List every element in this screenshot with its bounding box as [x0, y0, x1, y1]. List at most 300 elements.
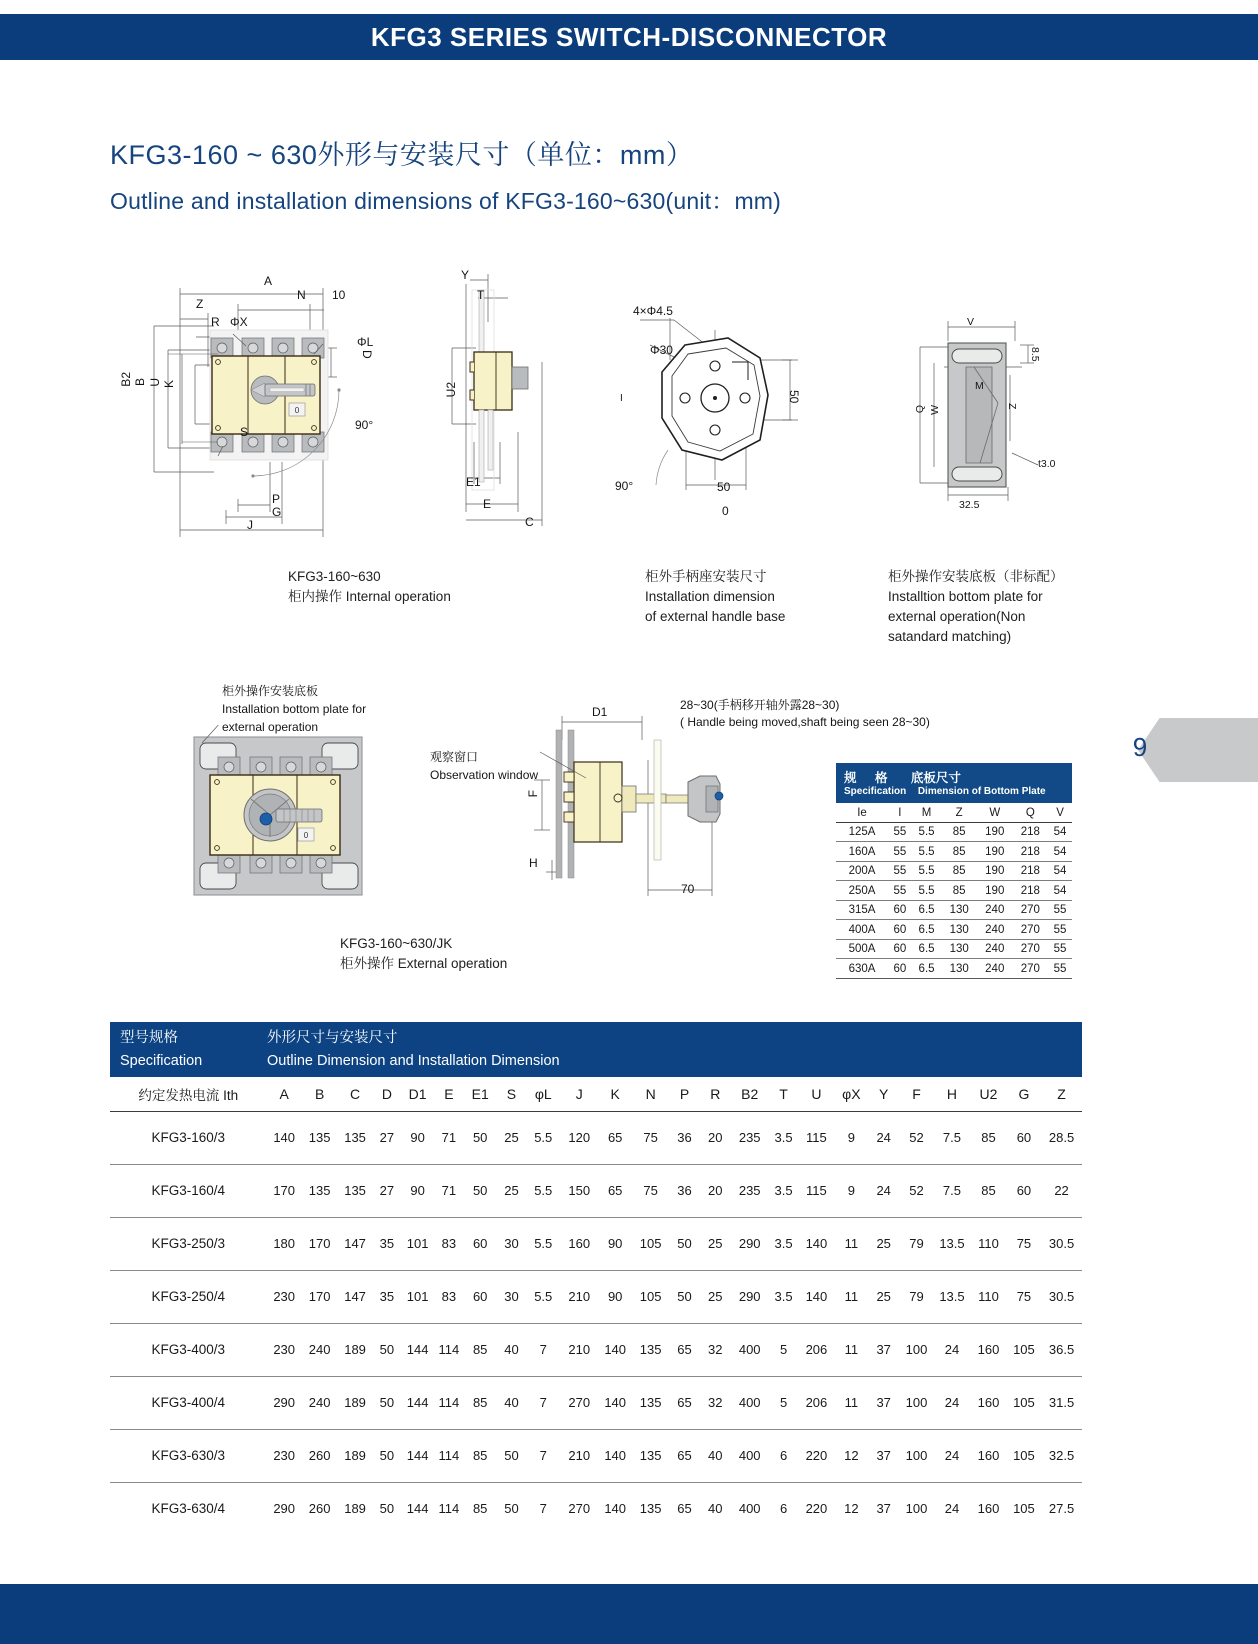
bp-cell: 6.5 — [912, 959, 942, 979]
bp-cell-ie: 125A — [836, 822, 888, 842]
bp-cell: 270 — [1013, 939, 1049, 959]
mt-cell: 65 — [669, 1429, 700, 1482]
banner-spec-cn: 型号规格 — [120, 1030, 178, 1046]
bp-cell: 190 — [977, 881, 1013, 901]
mt-col-C: C — [337, 1077, 372, 1111]
fig4-label-W: W — [929, 405, 941, 415]
fig1-label-phiX: ΦX — [230, 315, 248, 329]
mt-cell: 60 — [1007, 1111, 1041, 1164]
mt-cell: 75 — [1007, 1217, 1041, 1270]
table-row — [110, 1164, 1082, 1217]
mt-cell: 160 — [970, 1376, 1007, 1429]
bp-cell: 55 — [888, 822, 912, 842]
mt-cell: 11 — [835, 1217, 868, 1270]
mt-cell: 7 — [526, 1376, 560, 1429]
mt-col-Y: Y — [868, 1077, 899, 1111]
svg-text:0: 0 — [294, 406, 300, 415]
fig6-note-top-en: ( Handle being moved,shaft being seen 28~30) — [680, 715, 930, 729]
fig3-label-90deg: 90° — [615, 479, 634, 493]
mt-cell: 37 — [876, 1501, 891, 1517]
mt-cell: 75 — [1007, 1270, 1041, 1323]
fig1-label-G: G — [272, 505, 282, 519]
mt-cell: 32 — [700, 1323, 730, 1376]
mt-cell: 90 — [598, 1217, 632, 1270]
fig6-note-en: Observation window — [430, 768, 539, 782]
fig5-note-en2: external operation — [222, 720, 319, 734]
bp-cell: 270 — [1013, 959, 1049, 979]
mt-cell: 36.5 — [1041, 1323, 1082, 1376]
bp-cell: 218 — [1013, 861, 1049, 881]
bp-cell: 6.5 — [912, 920, 942, 940]
mt-cell: 25 — [700, 1217, 730, 1270]
table-row — [110, 1217, 1082, 1270]
mt-cell: 135 — [337, 1111, 372, 1164]
mt-cell: 270 — [560, 1376, 598, 1429]
fig5-note-en1: Installation bottom plate for — [222, 702, 367, 716]
mt-cell: 105 — [632, 1270, 669, 1323]
fig2-label-U2: U2 — [444, 382, 458, 398]
mt-cell: 260 — [308, 1501, 331, 1517]
fig1-label-J: J — [247, 518, 253, 532]
mt-cell: 24 — [868, 1164, 899, 1217]
mt-cell: 6 — [769, 1429, 798, 1482]
bp-cell-ie: 630A — [836, 959, 888, 979]
mt-cell: 52 — [899, 1164, 933, 1217]
bp-cell: 60 — [888, 900, 912, 920]
mt-cell: 115 — [798, 1164, 835, 1217]
bp-cell: 218 — [1013, 842, 1049, 862]
bottom-plate-table-header — [836, 763, 1072, 803]
mt-cell: 9 — [835, 1164, 868, 1217]
mt-cell: 114 — [434, 1429, 463, 1482]
mt-cell: 20 — [700, 1164, 730, 1217]
fig4-caption-en3: satandard matching) — [888, 629, 1012, 644]
mt-cell: 90 — [401, 1164, 434, 1217]
fig3-label-50-bottom: 50 — [717, 480, 731, 494]
mt-cell: 85 — [464, 1376, 497, 1429]
mt-col-E: E — [434, 1077, 463, 1111]
mt-cell-spec: KFG3-160/3 — [110, 1111, 266, 1164]
mt-col-U2: U2 — [970, 1077, 1007, 1111]
bp-head-spec-cn: 规 格 — [844, 771, 891, 785]
mt-cell: 11 — [835, 1270, 868, 1323]
bp-cell: 240 — [977, 900, 1013, 920]
page-number: 9 — [1132, 732, 1148, 762]
mt-cell: 50 — [497, 1429, 526, 1482]
fig2-label-Y: Y — [461, 268, 470, 282]
mt-cell: 270 — [568, 1501, 591, 1517]
mt-cell: 100 — [899, 1376, 933, 1429]
figure-internal-operation-caption — [288, 567, 451, 607]
fig4-label-M: M — [975, 380, 984, 392]
bp-cell: 130 — [941, 959, 977, 979]
mt-cell: 6 — [779, 1501, 788, 1517]
bp-cell: 85 — [941, 881, 977, 901]
fig1-caption-mode: 柜内操作 Internal operation — [288, 589, 451, 604]
mt-cell: 50 — [669, 1270, 700, 1323]
mt-cell: 140 — [604, 1501, 627, 1517]
mt-cell: 170 — [302, 1217, 337, 1270]
mt-cell: 22 — [1041, 1164, 1082, 1217]
mt-cell: 230 — [266, 1323, 301, 1376]
page-header-band — [0, 14, 1258, 60]
mt-cell: 83 — [434, 1217, 463, 1270]
mt-col-D: D — [373, 1077, 401, 1111]
mt-cell: 150 — [560, 1164, 598, 1217]
main-dimension-table-container — [110, 1022, 1082, 1535]
fig6-label-70: 70 — [681, 882, 695, 896]
fig4-caption-cn: 柜外操作安装底板（非标配） — [888, 569, 1064, 584]
mt-cell: 12 — [844, 1501, 859, 1517]
mt-cell: 160 — [560, 1217, 598, 1270]
table-row — [836, 842, 1072, 862]
bp-cell: 6.5 — [912, 900, 942, 920]
mt-cell: 290 — [266, 1376, 301, 1429]
bp-cell: 55 — [1048, 959, 1072, 979]
mt-cell: 85 — [970, 1111, 1007, 1164]
bp-cell: 54 — [1048, 842, 1072, 862]
fig3-caption-en1: Installation dimension — [645, 589, 775, 604]
mt-cell: 180 — [266, 1217, 301, 1270]
fig4-label-t3.0: t3.0 — [1038, 458, 1056, 470]
bp-col-I: I — [888, 803, 912, 822]
mt-col-F: F — [899, 1077, 933, 1111]
bp-cell-ie: 250A — [836, 881, 888, 901]
mt-cell: 50 — [379, 1501, 395, 1517]
table-row — [836, 959, 1072, 979]
bp-cell-ie: 160A — [836, 842, 888, 862]
mt-cell: 189 — [337, 1376, 372, 1429]
table-row — [110, 1270, 1082, 1323]
mt-cell: 220 — [798, 1429, 835, 1482]
mt-cell: 71 — [434, 1164, 463, 1217]
fig1-label-B: B — [133, 378, 147, 387]
page-footer-band — [0, 1584, 1258, 1644]
mt-cell: 3.5 — [769, 1217, 798, 1270]
page-title-chinese: KFG3-160 ~ 630外形与安装尺寸（单位：mm） — [110, 140, 694, 170]
mt-cell: 206 — [798, 1376, 835, 1429]
fig3-label-phi30: Φ30 — [650, 343, 673, 357]
mt-cell: 120 — [560, 1111, 598, 1164]
svg-text:0: 0 — [303, 831, 309, 840]
mt-cell: 20 — [700, 1111, 730, 1164]
mt-cell-spec: KFG3-630/4 — [151, 1501, 225, 1517]
mt-cell: 25 — [868, 1270, 899, 1323]
bp-col-Z: Z — [941, 803, 977, 822]
mt-cell: 7.5 — [934, 1164, 971, 1217]
mt-cell: 147 — [337, 1270, 372, 1323]
mt-col-S: S — [497, 1077, 526, 1111]
mt-col-T: T — [769, 1077, 798, 1111]
mt-cell: 144 — [406, 1501, 429, 1517]
mt-cell: 25 — [497, 1111, 526, 1164]
bp-cell: 54 — [1048, 881, 1072, 901]
bp-col-Ie: Ie — [836, 803, 888, 822]
bp-cell: 55 — [1048, 939, 1072, 959]
mt-cell-spec: KFG3-160/4 — [110, 1164, 266, 1217]
mt-cell: 100 — [899, 1429, 933, 1482]
mt-cell: 105 — [1007, 1323, 1041, 1376]
mt-cell: 5 — [769, 1376, 798, 1429]
banner-spec-en: Specification — [120, 1053, 203, 1069]
mt-cell: 189 — [344, 1501, 366, 1517]
bp-cell: 6.5 — [912, 939, 942, 959]
fig4-label-Z: Z — [1006, 403, 1018, 410]
fig2-label-E1: E1 — [466, 475, 481, 489]
bp-cell: 190 — [977, 842, 1013, 862]
mt-col-phiL: φL — [526, 1077, 560, 1111]
mt-col-R: R — [700, 1077, 730, 1111]
mt-cell: 144 — [401, 1429, 434, 1482]
mt-col-D1: D1 — [401, 1077, 434, 1111]
mt-cell: 170 — [266, 1164, 301, 1217]
bp-cell: 55 — [1048, 900, 1072, 920]
bp-cell: 5.5 — [912, 861, 942, 881]
mt-cell: 210 — [560, 1429, 598, 1482]
bottom-plate-table-body — [836, 822, 1072, 978]
fig4-caption-en1: Installtion bottom plate for — [888, 589, 1043, 604]
mt-cell: 50 — [464, 1111, 497, 1164]
mt-cell: 140 — [598, 1376, 632, 1429]
mt-cell: 50 — [669, 1217, 700, 1270]
mt-cell-spec: KFG3-250/3 — [110, 1217, 266, 1270]
svg-text:I: I — [620, 393, 623, 404]
mt-col-P: P — [669, 1077, 700, 1111]
mt-cell: 230 — [266, 1429, 301, 1482]
fig4-label-Q: Q — [914, 405, 926, 414]
mt-cell-spec: KFG3-630/3 — [110, 1429, 266, 1482]
bp-cell-ie: 315A — [836, 900, 888, 920]
mt-cell: 60 — [464, 1270, 497, 1323]
bp-cell: 60 — [888, 939, 912, 959]
mt-cell: 24 — [934, 1376, 971, 1429]
mt-cell: 135 — [302, 1111, 337, 1164]
mt-cell: 105 — [1013, 1501, 1035, 1517]
fig1-label-R: R — [211, 315, 220, 329]
mt-cell: 170 — [302, 1270, 337, 1323]
fig1-label-N: N — [297, 288, 306, 302]
mt-cell: 27 — [373, 1111, 401, 1164]
fig3-label-4xphi4.5: 4×Φ4.5 — [633, 304, 673, 318]
mt-cell: 24 — [944, 1501, 960, 1517]
bp-col-V: V — [1048, 803, 1072, 822]
mt-cell: 240 — [302, 1323, 337, 1376]
mt-cell: 36 — [669, 1164, 700, 1217]
main-dimension-table — [110, 1077, 1082, 1535]
bp-cell: 5.5 — [912, 822, 942, 842]
mt-cell: 24 — [934, 1429, 971, 1482]
fig3-label-50-right: 50 — [787, 390, 801, 404]
mt-cell: 32 — [700, 1376, 730, 1429]
fig6-note-top-cn: 28~30(手柄移开轴外露28~30) — [680, 698, 840, 712]
fig1-label-Z: Z — [196, 297, 204, 311]
fig1-label-K: K — [162, 380, 176, 389]
mt-cell: 65 — [669, 1323, 700, 1376]
bottom-plate-header-cell — [836, 763, 1072, 803]
fig3-label-0: 0 — [722, 504, 729, 518]
main-table-banner — [110, 1022, 1082, 1077]
fig5-caption-model: KFG3-160~630/JK — [340, 936, 453, 951]
figure-bottom-plate-caption — [888, 567, 1064, 647]
mt-col-Z: Z — [1041, 1077, 1082, 1111]
mt-cell: 135 — [302, 1164, 337, 1217]
table-row — [110, 1482, 1082, 1535]
fig1-caption-model: KFG3-160~630 — [288, 569, 381, 584]
mt-col-B: B — [302, 1077, 337, 1111]
fig6-label-F: F — [526, 790, 540, 798]
fig1-label-10: 10 — [332, 288, 346, 302]
mt-cell: 50 — [373, 1323, 401, 1376]
bp-cell: 54 — [1048, 861, 1072, 881]
mt-cell: 235 — [730, 1111, 769, 1164]
fig6-label-H: H — [529, 856, 538, 870]
mt-cell: 60 — [464, 1217, 497, 1270]
mt-cell: 71 — [434, 1111, 463, 1164]
bp-cell: 270 — [1013, 920, 1049, 940]
mt-cell: 115 — [798, 1111, 835, 1164]
main-table-body — [110, 1111, 1082, 1535]
mt-cell: 25 — [868, 1217, 899, 1270]
mt-cell: 135 — [639, 1501, 662, 1517]
mt-cell: 13.5 — [934, 1270, 971, 1323]
banner-dim-en: Outline Dimension and Installation Dimension — [267, 1053, 560, 1069]
bp-cell: 240 — [977, 959, 1013, 979]
mt-cell: 32.5 — [1041, 1429, 1082, 1482]
bp-cell: 5.5 — [912, 881, 942, 901]
mt-cell: 40 — [497, 1323, 526, 1376]
mt-cell: 75 — [632, 1164, 669, 1217]
mt-cell: 27.5 — [1048, 1501, 1075, 1517]
mt-cell: 85 — [472, 1501, 488, 1517]
fig1-label-S: S — [240, 425, 249, 439]
figure-bottom-plate-external-operation — [900, 305, 1080, 515]
fig2-label-C: C — [525, 515, 534, 529]
bottom-plate-column-header-row — [836, 803, 1072, 822]
mt-cell: 5.5 — [526, 1217, 560, 1270]
bp-cell: 55 — [888, 842, 912, 862]
bp-cell: 190 — [977, 861, 1013, 881]
mt-cell: 105 — [1007, 1376, 1041, 1429]
table-row — [836, 939, 1072, 959]
mt-cell: 30 — [497, 1270, 526, 1323]
mt-cell: 160 — [970, 1323, 1007, 1376]
fig1-label-A: A — [264, 274, 273, 288]
mt-cell: 114 — [434, 1376, 463, 1429]
main-table-banner-right — [267, 1027, 560, 1073]
mt-col-N: N — [632, 1077, 669, 1111]
bp-cell: 270 — [1013, 900, 1049, 920]
mt-cell: 9 — [835, 1111, 868, 1164]
mt-cell: 5.5 — [526, 1111, 560, 1164]
mt-cell: 90 — [401, 1111, 434, 1164]
mt-cell: 25 — [700, 1270, 730, 1323]
mt-cell: 11 — [835, 1376, 868, 1429]
mt-cell: 37 — [868, 1376, 899, 1429]
fig3-caption-cn: 柜外手柄座安装尺寸 — [645, 569, 767, 584]
mt-cell: 7 — [526, 1429, 560, 1482]
fig4-label-32.5: 32.5 — [959, 499, 980, 511]
mt-cell-spec: KFG3-400/3 — [110, 1323, 266, 1376]
mt-cell: 210 — [560, 1270, 598, 1323]
mt-cell: 65 — [598, 1111, 632, 1164]
mt-cell: 31.5 — [1041, 1376, 1082, 1429]
mt-cell: 100 — [905, 1501, 928, 1517]
fig4-label-V: V — [967, 316, 975, 328]
mt-cell: 36 — [669, 1111, 700, 1164]
fig1-label-phiL: ΦL — [357, 335, 374, 349]
fig1-label-D: D — [360, 350, 374, 359]
table-row — [836, 881, 1072, 901]
mt-cell: 5 — [769, 1323, 798, 1376]
mt-cell: 35 — [373, 1217, 401, 1270]
bp-cell: 218 — [1013, 822, 1049, 842]
bp-cell: 130 — [941, 939, 977, 959]
mt-cell: 210 — [560, 1323, 598, 1376]
mt-cell: 260 — [302, 1429, 337, 1482]
mt-cell: 30.5 — [1041, 1217, 1082, 1270]
mt-cell: 50 — [504, 1501, 519, 1517]
mt-cell: 7.5 — [934, 1111, 971, 1164]
bp-cell: 218 — [1013, 881, 1049, 901]
bp-col-M: M — [912, 803, 942, 822]
mt-cell: 290 — [730, 1217, 769, 1270]
mt-cell: 35 — [373, 1270, 401, 1323]
mt-cell: 400 — [730, 1376, 769, 1429]
mt-cell: 230 — [266, 1270, 301, 1323]
mt-cell: 135 — [632, 1429, 669, 1482]
table-row — [836, 861, 1072, 881]
fig5-note-cn: 柜外操作安装底板 — [222, 684, 319, 698]
fig4-caption-en2: external operation(Non — [888, 609, 1026, 624]
mt-cell: 140 — [598, 1323, 632, 1376]
mt-col-E1: E1 — [464, 1077, 497, 1111]
bp-cell: 240 — [977, 939, 1013, 959]
fig2-label-E: E — [483, 497, 492, 511]
mt-cell: 144 — [401, 1376, 434, 1429]
table-row — [110, 1111, 1082, 1164]
fig1-label-90deg: 90° — [355, 418, 374, 432]
mt-col-K: K — [598, 1077, 632, 1111]
bp-cell: 60 — [888, 959, 912, 979]
mt-cell: 65 — [669, 1376, 700, 1429]
mt-cell: 65 — [677, 1501, 692, 1517]
mt-cell: 50 — [373, 1429, 401, 1482]
mt-cell: 114 — [434, 1323, 463, 1376]
fig3-caption-en2: of external handle base — [645, 609, 786, 624]
bp-cell: 85 — [941, 822, 977, 842]
mt-cell: 7 — [539, 1501, 547, 1517]
mt-cell: 7 — [526, 1323, 560, 1376]
bp-cell: 190 — [977, 822, 1013, 842]
mt-cell: 3.5 — [769, 1270, 798, 1323]
mt-cell: 400 — [738, 1501, 761, 1517]
mt-cell: 24 — [868, 1111, 899, 1164]
table-row — [110, 1429, 1082, 1482]
mt-col-G: G — [1007, 1077, 1041, 1111]
fig6-label-D1: D1 — [592, 705, 608, 719]
mt-cell-spec: KFG3-400/4 — [110, 1376, 266, 1429]
mt-cell: 235 — [730, 1164, 769, 1217]
mt-cell: 85 — [464, 1323, 497, 1376]
mt-cell: 240 — [302, 1376, 337, 1429]
bp-cell-ie: 400A — [836, 920, 888, 940]
mt-cell: 13.5 — [934, 1217, 971, 1270]
mt-cell: 105 — [1007, 1429, 1041, 1482]
mt-col-phiX: φX — [835, 1077, 868, 1111]
mt-cell: 189 — [337, 1429, 372, 1482]
mt-cell: 144 — [401, 1323, 434, 1376]
bp-cell: 54 — [1048, 822, 1072, 842]
